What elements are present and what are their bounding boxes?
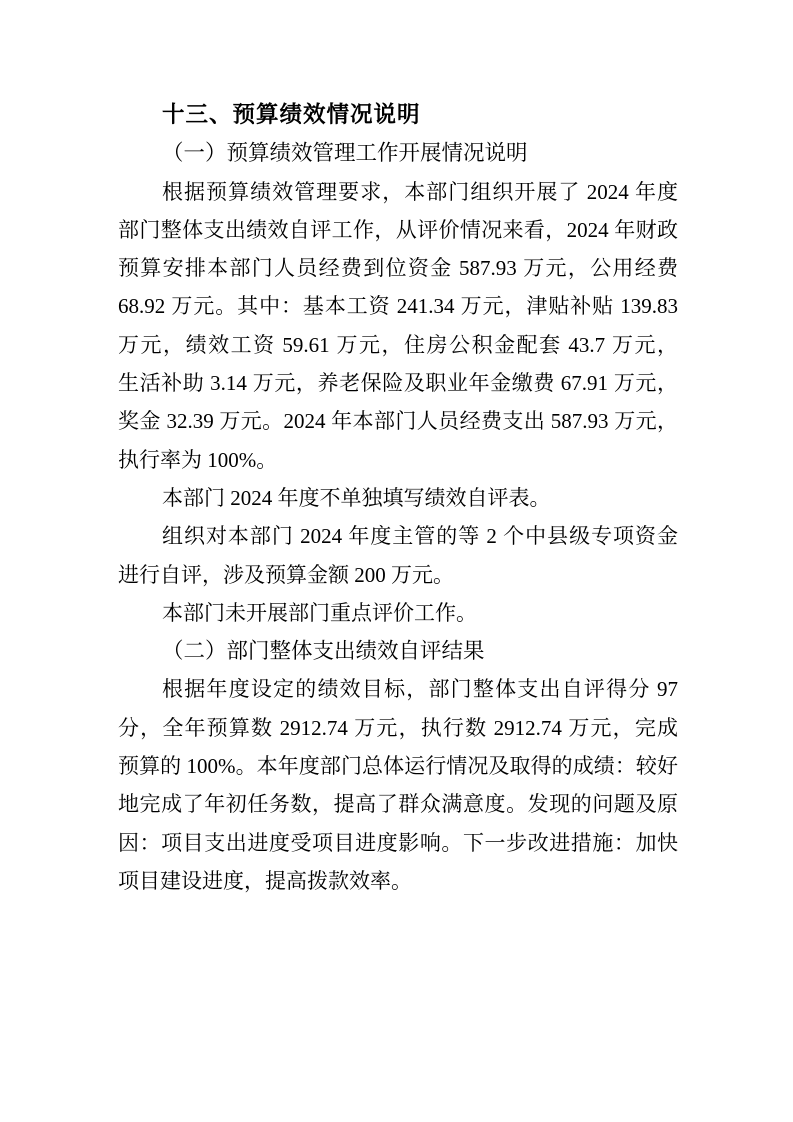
- paragraph-line: 进行自评，涉及预算金额 200 万元。: [118, 562, 454, 587]
- paragraph-line: 部门整体支出绩效自评工作，从评价情况来看，2024 年财政: [118, 217, 678, 242]
- paragraph-line: 项目建设进度，提高拨款效率。: [118, 868, 412, 893]
- paragraph-line: 本部门 2024 年度不单独填写绩效自评表。: [162, 485, 551, 510]
- paragraph-line: 预算安排本部门人员经费到位资金 587.93 万元，公用经费: [118, 256, 678, 281]
- paragraph-line: 预算的 100%。本年度部门总体运行情况及取得的成绩：较好: [118, 754, 678, 779]
- paragraph-line: 万元，绩效工资 59.61 万元，住房公积金配套 43.7 万元，: [118, 332, 678, 357]
- section-heading: 十三、预算绩效情况说明: [162, 102, 421, 127]
- paragraph-line: 生活补助 3.14 万元，养老保险及职业年金缴费 67.91 万元，: [118, 371, 678, 396]
- document-content: [118, 96, 678, 900]
- subsection-heading: （二）部门整体支出绩效自评结果: [162, 639, 485, 664]
- paragraph-line: 本部门未开展部门重点评价工作。: [162, 600, 477, 625]
- paragraph-line: 68.92 万元。其中：基本工资 241.34 万元，津贴补贴 139.83: [118, 294, 678, 319]
- subsection-heading: （一）预算绩效管理工作开展情况说明: [162, 141, 528, 166]
- paragraph-line: 地完成了年初任务数，提高了群众满意度。发现的问题及原: [118, 792, 678, 817]
- paragraph-line: 因：项目支出进度受项目进度影响。下一步改进措施：加快: [118, 830, 678, 855]
- paragraph-line: 奖金 32.39 万元。2024 年本部门人员经费支出 587.93 万元，: [118, 409, 678, 434]
- paragraph-line: 分，全年预算数 2912.74 万元，执行数 2912.74 万元，完成: [118, 715, 678, 740]
- paragraph-line: 根据预算绩效管理要求，本部门组织开展了 2024 年度: [162, 179, 678, 204]
- paragraph-line: 组织对本部门 2024 年度主管的等 2 个中县级专项资金: [162, 524, 678, 549]
- paragraph-line: 根据年度设定的绩效目标，部门整体支出自评得分 97: [162, 677, 678, 702]
- paragraph-line: 执行率为 100%。: [118, 447, 278, 472]
